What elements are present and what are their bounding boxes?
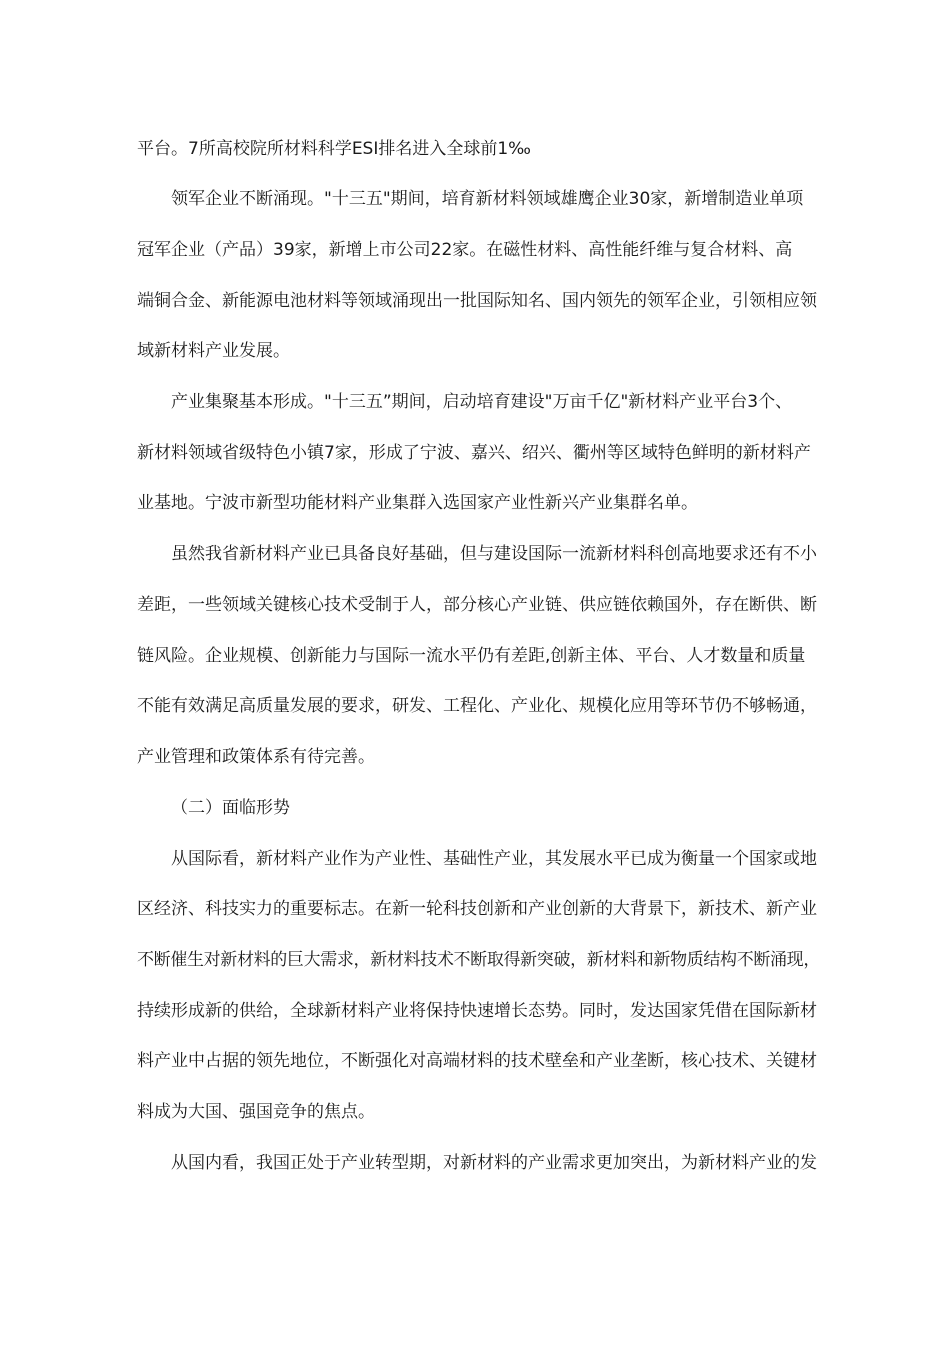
text-line: 领军企业不断涌现。"十三五"期间，培育新材料领域雄鹰企业30家，新增制造业单项 xyxy=(171,189,804,209)
text-line: 持续形成新的供给，全球新材料产业将保持快速增长态势。同时，发达国家凭借在国际新材 xyxy=(137,1001,817,1021)
text-line: 从国际看，新材料产业作为产业性、基础性产业，其发展水平已成为衡量一个国家或地 xyxy=(171,849,817,869)
text-line: 不断催生对新材料的巨大需求，新材料技术不断取得新突破，新材料和新物质结构不断涌现， xyxy=(137,950,820,970)
text-line: 端铜合金、新能源电池材料等领域涌现出一批国际知名、国内领先的领军企业，引领相应领 xyxy=(137,291,817,311)
text-line: 料成为大国、强国竞争的焦点。 xyxy=(137,1102,375,1122)
text-line: 产业集聚基本形成。"十三五”期间，启动培育建设"万亩千亿"新材料产业平台3个、 xyxy=(171,392,793,412)
text-line: 不能有效满足高质量发展的要求，研发、工程化、产业化、规模化应用等环节仍不够畅通， xyxy=(137,696,817,716)
text-line: 冠军企业（产品）39家，新增上市公司22家。在磁性材料、高性能纤维与复合材料、高 xyxy=(137,240,793,260)
section-heading: （二）面临形势 xyxy=(171,798,290,818)
text-line: 料产业中占据的领先地位，不断强化对高端材料的技术壁垒和产业垄断，核心技术、关键材 xyxy=(137,1051,817,1071)
text-line: 业基地。宁波市新型功能材料产业集群入选国家产业性新兴产业集群名单。 xyxy=(137,493,698,513)
text-line: 平台。7所高校院所材料科学ESI排名进入全球前1‰ xyxy=(137,139,531,159)
text-line: 虽然我省新材料产业已具备良好基础，但与建设国际一流新材料科创高地要求还有不小 xyxy=(171,544,817,564)
text-line: 区经济、科技实力的重要标志。在新一轮科技创新和产业创新的大背景下，新技术、新产业 xyxy=(137,899,817,919)
text-line: 域新材料产业发展。 xyxy=(137,341,290,361)
text-line: 产业管理和政策体系有待完善。 xyxy=(137,747,375,767)
text-line: 新材料领域省级特色小镇7家，形成了宁波、嘉兴、绍兴、衢州等区域特色鲜明的新材料产 xyxy=(137,443,811,463)
text-line: 链风险。企业规模、创新能力与国际一流水平仍有差距,创新主体、平台、人才数量和质量 xyxy=(137,646,806,666)
text-line: 差距，一些领域关键核心技术受制于人，部分核心产业链、供应链依赖国外，存在断供、断 xyxy=(137,595,817,615)
text-line: 从国内看，我国正处于产业转型期，对新材料的产业需求更加突出，为新材料产业的发 xyxy=(171,1153,817,1173)
